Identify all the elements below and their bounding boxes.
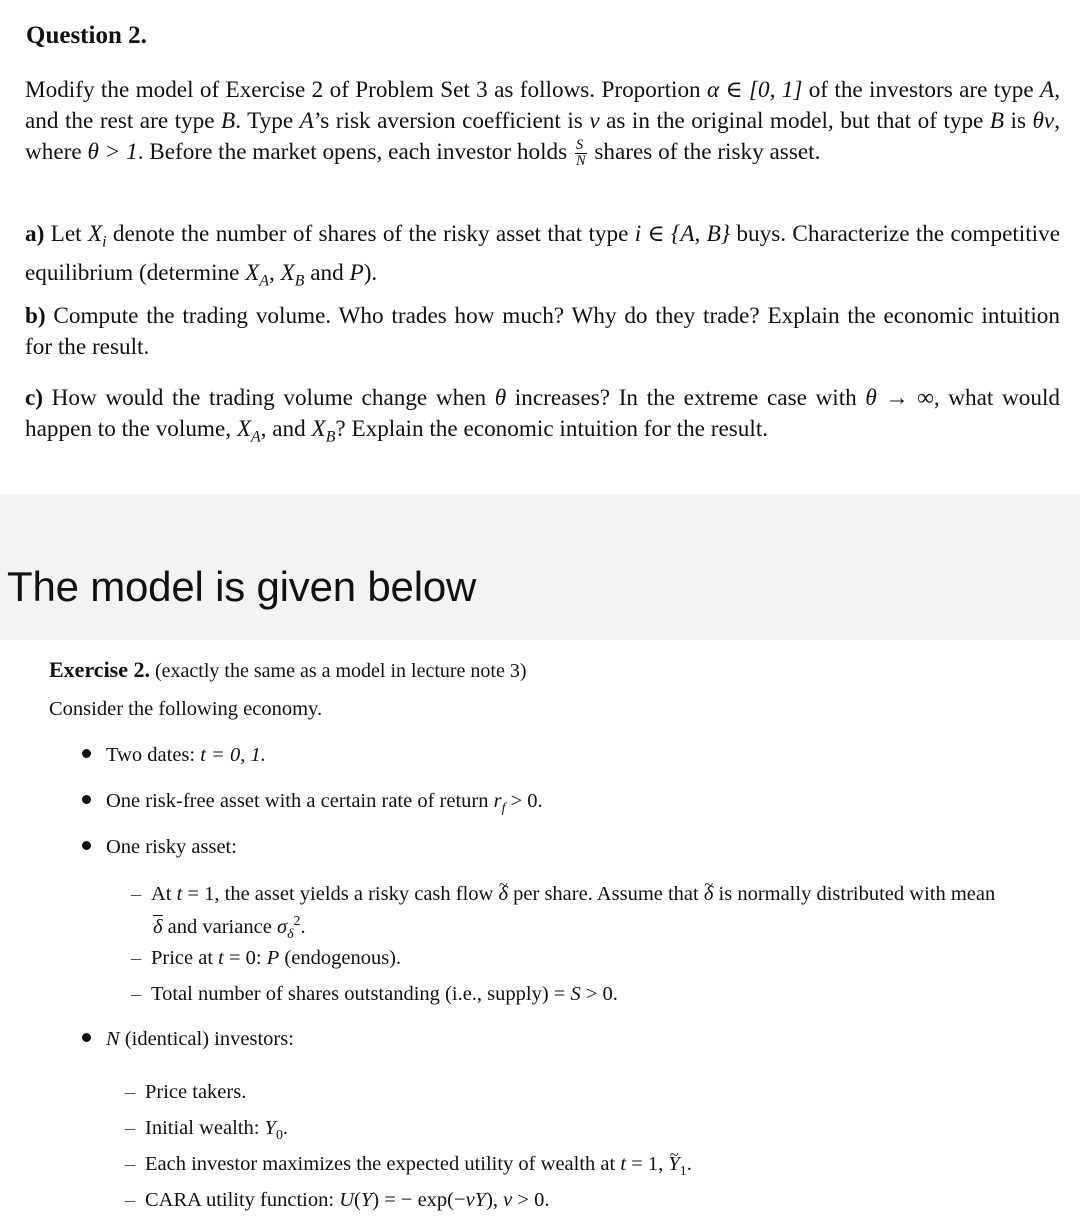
bullet-dot <box>82 749 91 758</box>
question-intro: Modify the model of Exercise 2 of Problem Set 3 as follows. Proportion α ∈ [0, 1] of the investors are type A, and the rest are type B. Type A’s risk aversion coefficient is ν as in the original model, but that of type B is θν, where θ > 1. Before the market opens, each investor holds $\frac{S}{N}$ shares of the risky asset. <box>25 77 1060 170</box>
initial-wealth-item: – Initial wealth: $Y_0$. <box>125 1117 289 1144</box>
supply-item: – Total number of shares outstanding (i.e., supply) = S > 0. <box>131 983 618 1005</box>
risky-cash-flow-continuation: δ and variance $\sigma_\delta^2$. <box>153 914 306 942</box>
question-title: Question 2. <box>26 22 147 49</box>
question-part-b: b) Compute the trading volume. Who trades how much? Why do they trade? Explain the economic intuition for the result. <box>25 303 1060 360</box>
question-part-c: c) How would the trading volume change when θ increases? In the extreme case with θ → ∞, what would happen to the volume, $X_A$, and $X_B$? Explain the economic intuition for the result. <box>25 385 1060 446</box>
exercise-title: Exercise 2. (exactly the same as a model in lecture note 3) <box>49 657 527 682</box>
separator-heading: The model is given below <box>7 563 477 610</box>
bullet-dot <box>82 795 91 804</box>
s-over-n-fraction: $\frac{S}{N}$ <box>575 136 586 170</box>
price-item: – Price at t = 0: P (endogenous). <box>131 947 402 969</box>
bullet-dot <box>82 1033 91 1042</box>
price-takers-item: – Price takers. <box>125 1081 247 1103</box>
cara-utility-item: – CARA utility function: U(Y) = − exp(−νY), ν > 0. <box>125 1189 550 1211</box>
bullet-investors: N (identical) investors: <box>82 1028 294 1051</box>
expected-utility-item: – Each investor maximizes the expected utility of wealth at t = 1, ~ $Y_1$. <box>125 1151 692 1185</box>
risky-cash-flow-item: – At t = 1, the asset yields a risky cash flow ~ δ per share. Assume that ~ δ is normally distributed with mean <box>131 881 1021 908</box>
bullet-risky-asset: One risky asset: <box>82 836 237 859</box>
exercise-consider: Consider the following economy. <box>49 698 323 720</box>
bullet-dot <box>82 841 91 850</box>
bullet-risk-free-asset: One risk-free asset with a certain rate of return $r_f > 0$. <box>82 790 543 817</box>
bullet-two-dates: Two dates: t = 0, 1. <box>82 744 266 767</box>
question-part-a: a) Let $X_i$ denote the number of shares of the risky asset that type i ∈ {A, B} buys. Characterize the competitive equilibrium (determine $X_A$, $X_B$ and P). <box>25 221 1061 291</box>
